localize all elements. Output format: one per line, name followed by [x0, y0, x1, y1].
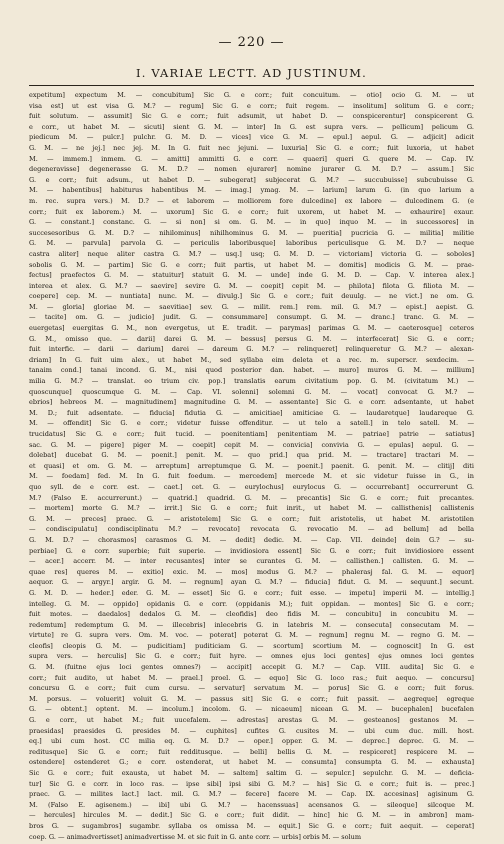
text-line: et quasi] et om. G. M. — arreptum] arreptumque G. M. — poenit.] paenit. G. penit. M. — clitij] diti	[29, 461, 474, 470]
text-line: coepere] cep. M. — nuntiata] nunc. M. — divulg.] Sic G. e corr.; fuit deuulg. — ne vict.] ne om. G.	[29, 292, 474, 301]
text-line: M. — habentibus] habiturus habentibus M. — imag.] ymag. M. — larium] larum G. (in quo larium a	[29, 186, 474, 195]
heading-rule	[29, 85, 474, 86]
text-line: milia G. M.? — translat. eo trium civ. pop.] translatis earum civitatium pop. G. M. (civitatum M.) —	[29, 377, 474, 386]
text-line: — hercules] hircules M. — dedit.] Sic G. e corr.; fuit didit. — hinc] hic G. M. — in ambron] mam-	[29, 811, 474, 820]
text-line: G. — obtent.] optent. M. — incolum.] incolom. G. — nicaeum] nicean G. M. — bucephalen] bucefalen	[29, 705, 474, 714]
text-line: G. M. — ne jej.] nec jej. M. In G. fuit nec jejuni. — luxuria] Sic G. e corr.; fuit luxoria, ut habet	[29, 143, 474, 152]
text-line: concursu G. e corr.; fuit cum cursu. — servatur] servatum M. — porus] Sic G. e corr.; fuit forus.	[29, 684, 474, 693]
text-line: quae res] queres M. — exitio] exic. M. — mos] modus G. M.? — phalerasj fal. G. M. — equor]	[29, 567, 474, 576]
text-line: G. M. — preces] praec. G. — aristotelem] Sic G. e corr.; fuit aristotelis, ut habet M. aristotilen	[29, 514, 474, 523]
text-line: Sic G. e corr.; fuit exausta, ut habet M. — saltem] saltim G. — sepulcr.] sepulchr. G. M. — deficia-	[29, 769, 474, 777]
text-line: interea et alex. G. M.? — saevire] sevire G. M. — coepit] cepit M. — philota] filota G. filiota M. —	[29, 281, 474, 290]
text-line: perbiae] G. e corr. superbie; fuit superie. — invidiosiora essent] Sic G. e corr.; fuit invidiosiore essent	[29, 546, 474, 555]
text-line: degeneravisse] degenerasse G. M. D.? — nomen ejurarer] nomine jurarer G. M. D.? — assum.] Sic	[29, 165, 474, 174]
text-line: G. — constant.] constanc. G. — si non] si om. G. M. — in quo] inquo M. — in successores] in	[29, 218, 474, 227]
text-line: G. M. D.? — chorasmos] carasmos G. M. — dedit] dedic. M. — Cap. VII. deinde] dein G.? — su-	[29, 535, 474, 544]
text-line: G. M. (fuitne ejus loci gentes omnes?) — accipit] accepit G. M.? — Cap. VIII. audita] Sic G. e	[29, 663, 474, 672]
text-line: e corr., ut habet M. — sicuti] sient G. M. — inter] In G. est supra vers. — pellicum] pelicum G.	[29, 122, 474, 131]
text-line: virtute] re G. supra vers. Om. M. voc. — poterat] poterat G. M. — regnum] regnu M. — regno G. M. —	[29, 631, 474, 640]
page-number: — 220 —	[218, 35, 285, 50]
apparatus-text	[29, 90, 474, 842]
text-line: M.? (Falso E. accurrerunt.) — quatrid.] quadrid. G. M. — precantis] Sic G. e corr.; fuit precantes.	[29, 493, 474, 502]
text-line: expetitum] expectum M. — concubitum] Sic G. e corr.; fuit concuitum. — otio] ocio G. M. — ut	[29, 91, 474, 99]
text-line: fectus] praefectos G. M. — statuitur] statuit G. M. — unde] inde G. M. D. — Cap. V. interea alex.]	[29, 271, 474, 280]
text-line: castra aliter] neque aliter castra G. M.? — usq.] usq; G. M. D. — victoriam] victoria G. — soboles]	[29, 249, 474, 258]
text-line: G. M., omisso que. — darii] darei G. M. — bessus] persus G. M. — interfecerat] Sic G. e corr.;	[29, 334, 474, 343]
text-line: driam] In G. fuit uim alex., ut habet M., sed syllaba eim deleta et a rec. m. superscr. sexdecim. —	[29, 355, 474, 364]
text-line: dolebat] ducebat G. M. — poenit.] penit. M. — quo prid.] qua prid. M. — tractare] tractari M. —	[29, 451, 474, 460]
text-line: M. — gloria] gloriae M. — saevitiae] sev. G. — milit. rem.] rem. mil. G. M.? — epist.] aepist. G.	[29, 302, 474, 311]
text-line: praec. G. — milites lact.] lact. mil. G. M.? — fecere] facere M. — Cap. IX. accesinas] agisinum G.	[29, 790, 474, 799]
text-line: M. (Falso E. agisenem.) — ibi] ubi G. M.? — hacenssuas] acensanos G. — sileoque] silcoque M.	[29, 800, 474, 809]
text-line: redemtum] redemptum G. M. — illecebris] inlecebris G. in latebris M. — consecuta] consecutam M. —	[29, 620, 474, 629]
text-line: fuit solutum. — assumit] Sic G. e corr.; fuit adsumit, ut habet D. — conspicerentur] conspicerent G.	[29, 112, 474, 121]
text-line: euergetas] euergitas G. M., non evergetus, ut E. tradit. — parymas] parimas G. M. — caeterosque] ceteros	[29, 324, 474, 333]
text-line: M. — foedam] fed. M. In G. fuit foedum. — mercedem] mercede M. et sic videtur fuisse in G., in	[29, 472, 474, 481]
text-line: bros G. — sugambros] sugambr. syllaba os omissa M. — equit.] Sic G. e corr.; fuit aequit. — ceperat]	[29, 821, 474, 830]
text-line: eq.] ubi cum host. CC milia eq. G. M. D.? — oper.] opper. G. M. — deprec.] deprec. G. M. —	[29, 737, 474, 746]
text-line: G. e corr.; fuit adsum., ut habet D. — subegerat] subjecerat G. M.? — succubuisse] subcubuisse G.	[29, 175, 474, 184]
text-line: piedicum M. — pulcr.] pulchr. G. M. D. — vices] vice G. M. — epul.] aepul. G. — adjicit] adicit	[29, 133, 474, 142]
text-line: ostendere] ostenderet G.; e corr. ostenderat, ut habet M. — consumta] consumpta G. M. — exhausta]	[29, 758, 474, 767]
text-line: succesesoribus G. M. D.? — nihilominus] nihilhominus G. M. — pueritia] pucricia G. — militia] militie	[29, 228, 474, 237]
text-line: M. — immem.] inmem. G. — amitti] ammitti G. e corr. — quaeri] queri G. quere M. — Cap. IV.	[29, 154, 474, 163]
section-heading: I. VARIAE LECTT. AD JUSTINUM.	[136, 66, 367, 80]
text-line: — tacite] om. G. — judicio] judit. G. — consummare] consumpt. G. M. — dranc.] tranc. G. M. —	[29, 313, 474, 322]
text-line: intelleg. G. M. — oppido] opidanis G. e corr. (oppidanis M.); fuit oppidan. — montes] Sic G. e corr.;	[29, 599, 474, 608]
text-line: M. D.; fuit adsentate. — fiducia] fidutia G. — amicitiae] amiticiae G. — laudaretque] laudareque G.	[29, 408, 474, 417]
text-line: — mortem] morte G. M.? — irrit.] Sic G. e corr.; fuit inrit., ut habet M. — callisthenis] callistenis	[29, 504, 474, 513]
text-line: tur] Sic G. e corr. in loco ras. — ipse sibi] ipsi sibi G. M.? — his] Sic G. e corr.; fuit is. — prec.]	[29, 779, 474, 788]
text-line: G. M. D. — heder.] eder. G. M. — esset] Sic G. e corr.; fuit esse. — impetu] imperii M. — intellig.]	[29, 588, 474, 597]
text-line: quoscunque] quoscumque G. M. — Cap. VI. solenni] solemni G. M. — vocat] convocat G. M.? —	[29, 387, 474, 396]
text-line: coep. G. — animadvertisset] animadvertisse M. et sic fuit in G. ante corr. — urbis] orbis M. — solum	[29, 832, 362, 841]
text-line: fuit motes. — daedalos] dedalos G. M. — cleofidis] deo fidis M. — concubitu] in concubitu M. —	[29, 610, 474, 619]
text-line: M. — offendit] Sic G. e corr.; videtur fuisse offenditur. — ut telo a satell.] in telo satell. M. —	[29, 419, 474, 428]
text-line: aequor. G. — argyr.] argir. G. M. — regnum] ayan G. M.? — fiducia] fidut. G. M. — sequunt.] secunt.	[29, 578, 474, 587]
text-line: sobolis G. M. — partim] Sic G. e corr.; fuit partis, ut habet M. — domitis] modicis G. M. — prae-	[29, 260, 474, 269]
text-line: cleofis] cleopis G. M. — pudicitiam] puditiciam G. — scortum] scortium M. — cognoscit] In G. est	[29, 641, 474, 650]
text-line: — condiscipulatu] condisciplinatu M.? — revocato] revocata G. revocatio M. — ad bellum] ad bella	[29, 525, 474, 534]
text-line: fuit interfic. — darii — darium] darei — dareum G. M.? — relinqueret] relinqueretur G. M.? — alexan-	[29, 345, 474, 354]
text-line: ebrios] hebreos M. — magnitudinem] magnitudine G. M. — assentante] Sic G. e corr. adsentante, ut habet	[29, 398, 474, 407]
text-line: m. rec. supra vers.) M. D.? — et laborem — molliorem fore dulcedine] ex labore — dulcedinem G. (e	[29, 196, 474, 205]
text-line: trucidatus] Sic G. e corr.; fuit tucid. — poenitentiam] penitentiam M. — patriae] patrie — satiatus]	[29, 430, 474, 438]
text-line: reditusque] Sic G. e corr.; fuit redditusque. — belli] bellis G. M. — respiceret] respicere M. —	[29, 747, 474, 756]
text-line: visa est] ut est visa G. M.? — regum] Sic G. e corr.; fuit regem. — insolitum] solitum G. e corr.;	[29, 101, 474, 110]
text-line: praesidas] praesides G. presides M. — cuphites] cufites G. cusites M. — ubi cum duc. mill. host.	[29, 726, 474, 735]
text-line: G. e corr., ut habet M.; fuit uucefalem. — adrestas] arestas G. M. — gesteanos] gestanos M. —	[29, 716, 474, 725]
text-line: M. porsus. — voluerit] voluit G. M. — passus sit] Sic G. e corr.; fuit passit. — aegreque] egreque	[29, 694, 474, 703]
text-line: G. M. — parvula] parvola G. — periculis laboribusque] laboribus periculisque G. M. D.? — neque	[29, 239, 474, 248]
text-line: corr.; fuit audito, ut habet M. — prael.] proel. G. — equo] Sic G. loco ras.; fuit aequo. — concursu]	[29, 673, 474, 682]
text-line: supra vers. — herculis] Sic G. e corr.; fuit hyre. — omnes ejus loci gentes] ejus omnes loci gentes	[29, 652, 474, 661]
text-line: sac. G. M. — pigere] piger M. — coepit] cepit M. — convicia] convivia G. — epulas] aepul. G. —	[29, 440, 474, 449]
text-line: — acer.] accerr. M. — inter recusantes] inter se curantes G. M. — callisthen.] callisten. G. M. —	[29, 557, 474, 566]
text-line: tanaim cond.] tanai incond. G. M., nisi quod posterior dan. habet. — muro] muros G. M. — millium]	[29, 366, 474, 375]
text-line: corr.; fuit ex laborem.) M. — uxorum] Sic G. e corr.; fuit uxorem, ut habet M. — exhaurire] exaur.	[29, 207, 474, 216]
text-line: quo syll. de e corr. est. — caet.] cet. G. — eurylochus] eurylocus G. — occurrebant] occurrerunt G.	[29, 482, 474, 491]
